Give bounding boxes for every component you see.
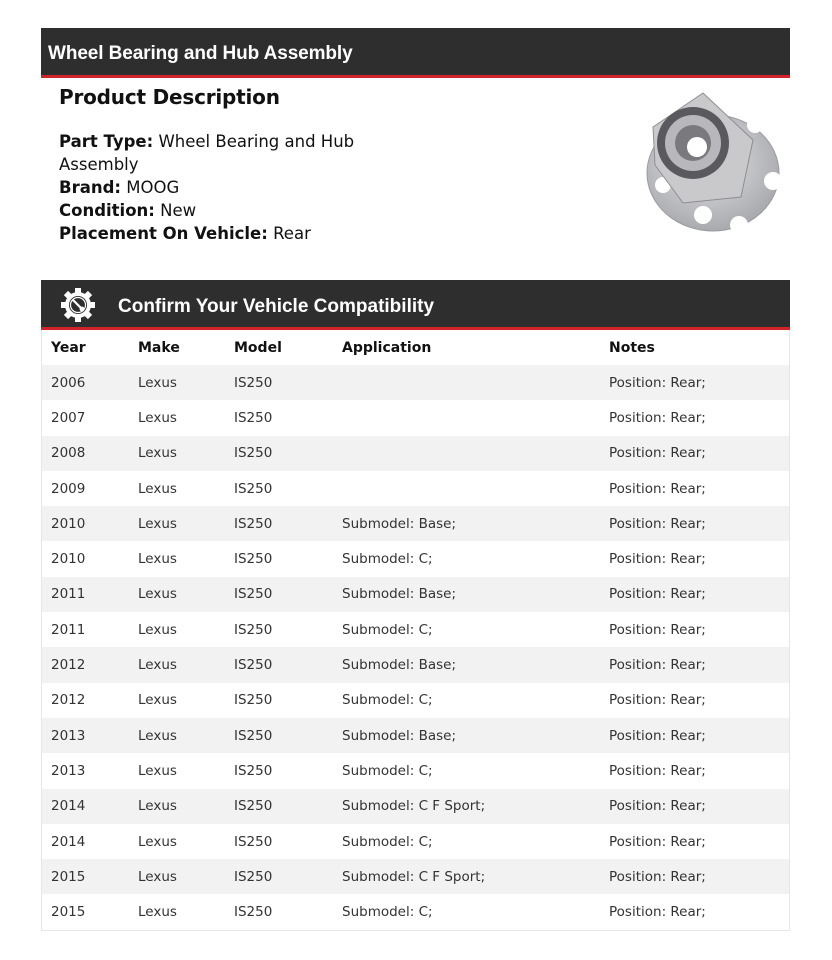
cell-make: Lexus: [138, 762, 177, 779]
table-row: [42, 365, 789, 400]
cell-model: IS250: [234, 762, 273, 779]
cell-year: 2015: [51, 868, 86, 885]
column-header-make: Make: [138, 339, 180, 356]
table-row: [42, 612, 789, 647]
cell-year: 2008: [51, 445, 86, 462]
cell-make: Lexus: [138, 621, 177, 638]
cell-model: IS250: [234, 904, 273, 921]
cell-make: Lexus: [138, 798, 177, 815]
cell-make: Lexus: [138, 480, 177, 497]
cell-make: Lexus: [138, 727, 177, 744]
cell-notes: Position: Rear;: [609, 798, 706, 815]
cell-notes: Position: Rear;: [609, 692, 706, 709]
cell-model: IS250: [234, 798, 273, 815]
cell-application: Submodel: Base;: [342, 586, 456, 603]
cell-application: Submodel: C;: [342, 692, 433, 709]
table-row: [42, 541, 789, 576]
product-title-bar: [41, 28, 790, 78]
cell-make: Lexus: [138, 833, 177, 850]
field-placement: Placement On Vehicle: Rear: [59, 224, 311, 243]
cell-model: IS250: [234, 374, 273, 391]
cell-model: IS250: [234, 727, 273, 744]
cell-make: Lexus: [138, 515, 177, 532]
cell-notes: Position: Rear;: [609, 480, 706, 497]
cell-year: 2010: [51, 551, 86, 568]
field-brand: Brand: MOOG: [59, 178, 180, 197]
cell-application: Submodel: C F Sport;: [342, 868, 486, 885]
cell-year: 2014: [51, 798, 86, 815]
product-image: [633, 85, 783, 237]
table-row: [42, 471, 789, 506]
product-description: [59, 84, 359, 245]
cell-application: Submodel: Base;: [342, 515, 456, 532]
cell-notes: Position: Rear;: [609, 727, 706, 744]
product-title: Wheel Bearing and Hub Assembly: [48, 43, 353, 64]
cell-model: IS250: [234, 868, 273, 885]
cell-notes: Position: Rear;: [609, 586, 706, 603]
column-header-year: Year: [51, 339, 86, 356]
cell-application: Submodel: Base;: [342, 657, 456, 674]
cell-notes: Position: Rear;: [609, 657, 706, 674]
cell-notes: Position: Rear;: [609, 374, 706, 391]
cell-make: Lexus: [138, 551, 177, 568]
field-condition: Condition: New: [59, 201, 197, 220]
cell-application: Submodel: C;: [342, 762, 433, 779]
cell-make: Lexus: [138, 586, 177, 603]
cell-model: IS250: [234, 409, 273, 426]
cell-model: IS250: [234, 621, 273, 638]
cell-model: IS250: [234, 833, 273, 850]
cell-notes: Position: Rear;: [609, 833, 706, 850]
cell-model: IS250: [234, 657, 273, 674]
table-row: [42, 789, 789, 824]
table-row: [42, 683, 789, 718]
cell-notes: Position: Rear;: [609, 409, 706, 426]
table-row: [42, 824, 789, 859]
cell-application: Submodel: C F Sport;: [342, 798, 486, 815]
table-header-row: [42, 330, 789, 365]
cell-year: 2012: [51, 692, 86, 709]
cell-year: 2006: [51, 374, 86, 391]
cell-year: 2015: [51, 904, 86, 921]
table-row: [42, 436, 789, 471]
cell-model: IS250: [234, 445, 273, 462]
description-fields: [59, 130, 359, 245]
cell-make: Lexus: [138, 657, 177, 674]
table-row: [42, 506, 789, 541]
field-part-type: Part Type: Wheel Bearing and Hub Assembly: [59, 132, 355, 174]
table-row: [42, 894, 789, 929]
cell-notes: Position: Rear;: [609, 621, 706, 638]
cell-make: Lexus: [138, 374, 177, 391]
cell-year: 2010: [51, 515, 86, 532]
column-header-application: Application: [342, 339, 432, 356]
cell-year: 2011: [51, 621, 86, 638]
cell-year: 2013: [51, 727, 86, 744]
table-row: [42, 753, 789, 788]
cell-make: Lexus: [138, 868, 177, 885]
table-row: [42, 400, 789, 435]
cell-model: IS250: [234, 515, 273, 532]
description-heading: Product Description: [59, 85, 280, 109]
cell-model: IS250: [234, 480, 273, 497]
column-header-model: Model: [234, 339, 282, 356]
cell-notes: Position: Rear;: [609, 551, 706, 568]
compatibility-table: [41, 330, 790, 931]
table-row: [42, 718, 789, 753]
cell-model: IS250: [234, 692, 273, 709]
table-body: [42, 365, 789, 930]
table-row: [42, 647, 789, 682]
cell-notes: Position: Rear;: [609, 445, 706, 462]
cell-model: IS250: [234, 551, 273, 568]
cell-year: 2011: [51, 586, 86, 603]
cell-make: Lexus: [138, 904, 177, 921]
cell-application: Submodel: C;: [342, 551, 433, 568]
cell-model: IS250: [234, 586, 273, 603]
compatibility-title: Confirm Your Vehicle Compatibility: [118, 296, 435, 317]
cell-application: Submodel: Base;: [342, 727, 456, 744]
cell-make: Lexus: [138, 692, 177, 709]
table-row: [42, 577, 789, 612]
cell-application: Submodel: C;: [342, 904, 433, 921]
cell-make: Lexus: [138, 445, 177, 462]
cell-year: 2007: [51, 409, 86, 426]
cell-notes: Position: Rear;: [609, 762, 706, 779]
cell-make: Lexus: [138, 409, 177, 426]
column-header-notes: Notes: [609, 339, 655, 356]
cell-notes: Position: Rear;: [609, 904, 706, 921]
cell-application: Submodel: C;: [342, 833, 433, 850]
compatibility-title-bar: [41, 280, 790, 330]
cell-notes: Position: Rear;: [609, 515, 706, 532]
cell-notes: Position: Rear;: [609, 868, 706, 885]
cell-year: 2014: [51, 833, 86, 850]
cell-year: 2009: [51, 480, 86, 497]
table-row: [42, 859, 789, 894]
cell-year: 2012: [51, 657, 86, 674]
gear-wrench-icon: [60, 287, 96, 323]
cell-application: Submodel: C;: [342, 621, 433, 638]
cell-year: 2013: [51, 762, 86, 779]
